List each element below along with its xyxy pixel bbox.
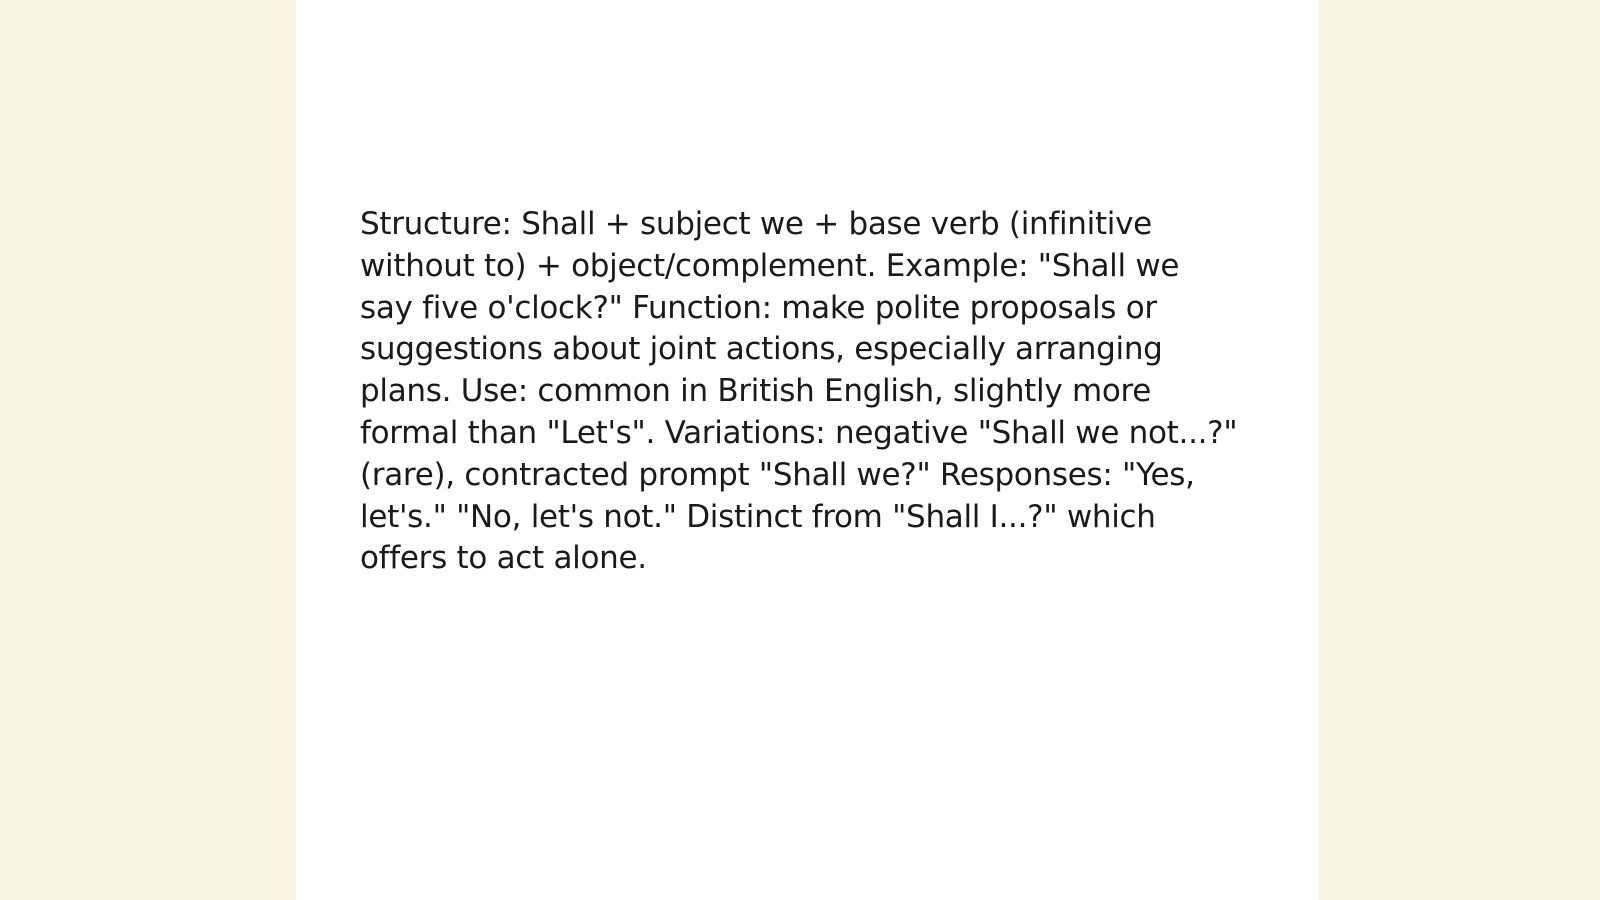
document-page [296,0,1318,900]
body-paragraph: Structure: Shall + subject we + base verb (infinitive without to) + object/complement. Example: "Shall we say five o'clock?" Function: make polite proposals or suggestions about joint actions, especially arranging plans. Use: common in British English, slightly more formal than "Let's". Variations: negative "Shall we not...?" (rare), contracted prompt "Shall we?" Responses: "Yes, let's." "No, let's not." Distinct from "Shall I...?" which offers to act alone. [360,206,1238,577]
